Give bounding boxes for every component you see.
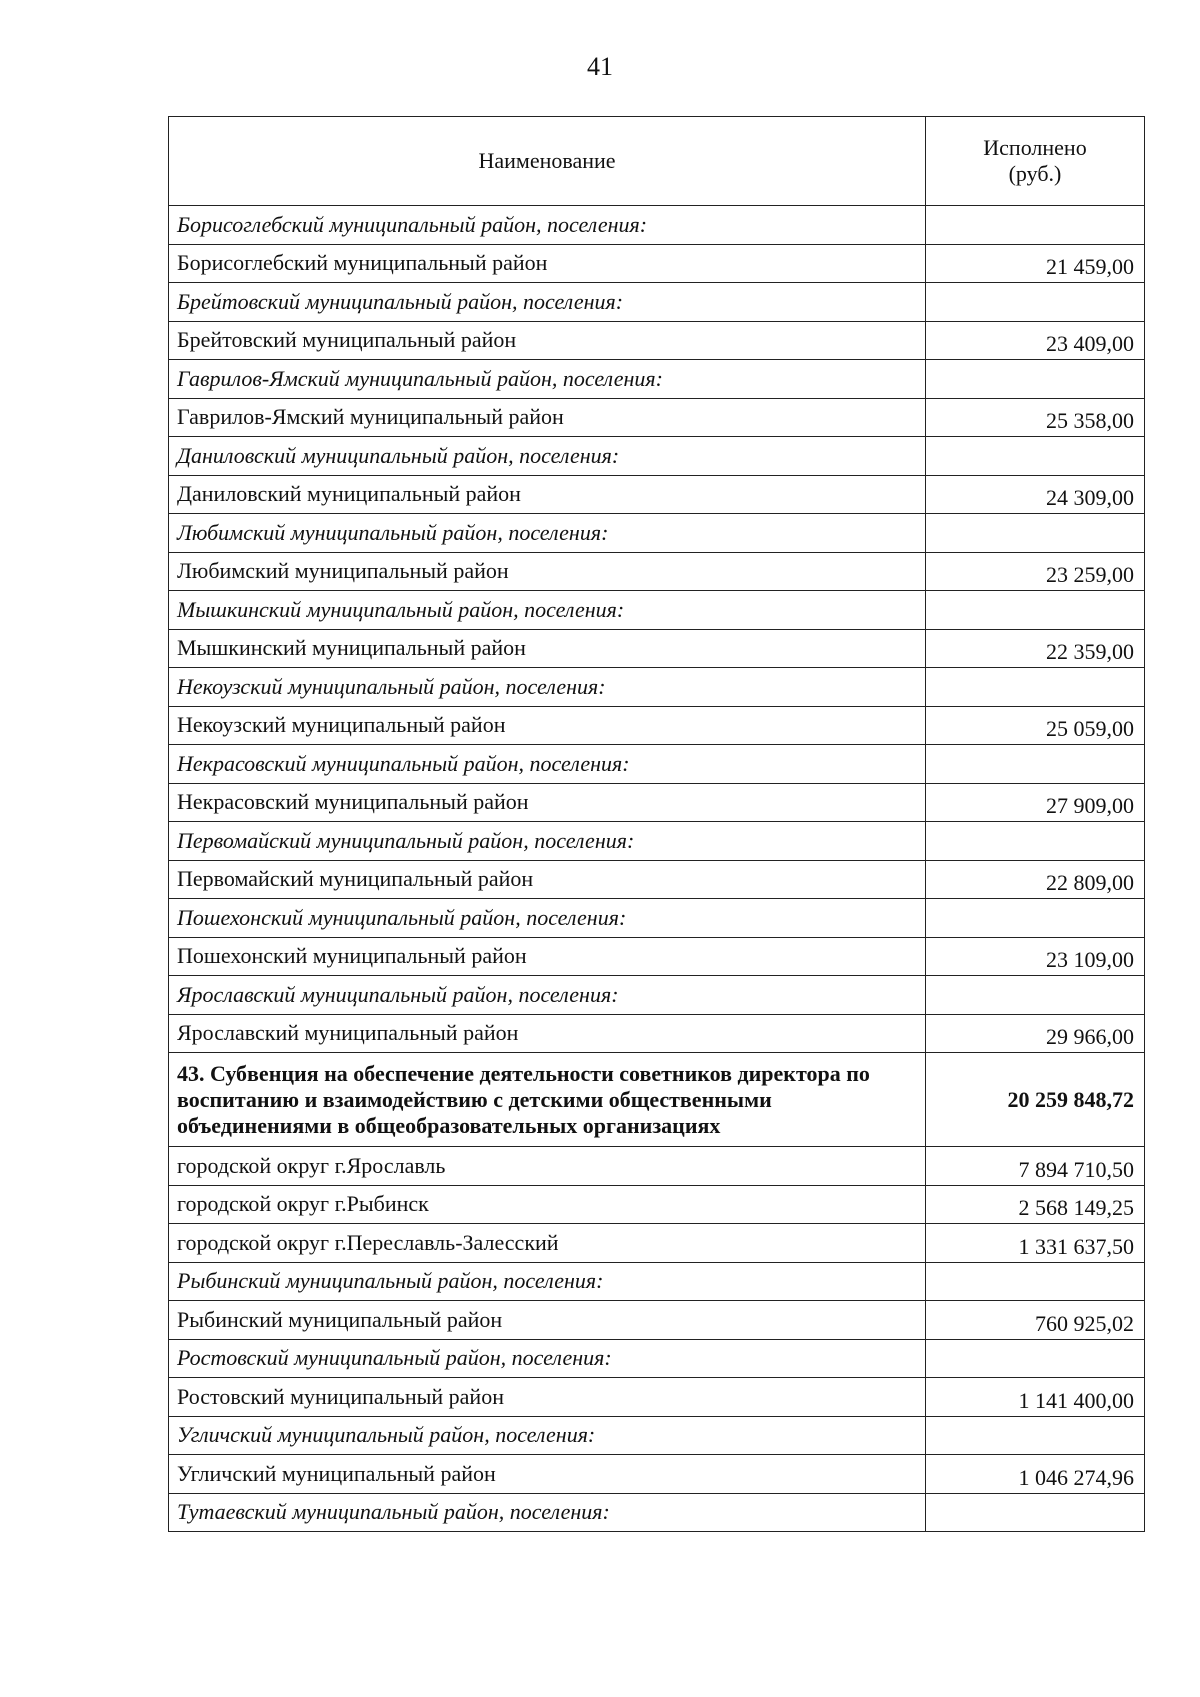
row-name: Пошехонский муниципальный район <box>169 937 926 976</box>
row-value <box>926 591 1145 630</box>
table-row <box>169 360 1145 399</box>
row-value <box>926 976 1145 1015</box>
row-name: Некоузский муниципальный район <box>169 706 926 745</box>
table-row <box>169 1185 1145 1224</box>
row-value <box>926 437 1145 476</box>
row-name: Любимский муниципальный район, поселения: <box>169 514 926 553</box>
header-name: Наименование <box>169 117 926 206</box>
header-executed <box>926 117 1145 206</box>
table-row <box>169 822 1145 861</box>
table-row <box>169 937 1145 976</box>
row-value <box>926 822 1145 861</box>
row-value: 22 359,00 <box>926 629 1145 668</box>
row-name: городской округ г.Переславль-Залесский <box>169 1224 926 1263</box>
row-value: 20 259 848,72 <box>926 1053 1145 1147</box>
row-name: Борисоглебский муниципальный район <box>169 244 926 283</box>
table-row <box>169 1378 1145 1417</box>
table-row <box>169 1455 1145 1494</box>
row-name: Ярославский муниципальный район, поселения: <box>169 976 926 1015</box>
row-name: Некрасовский муниципальный район <box>169 783 926 822</box>
row-value <box>926 1416 1145 1455</box>
table-row <box>169 437 1145 476</box>
budget-table <box>168 116 1145 1532</box>
row-name: Первомайский муниципальный район, поселения: <box>169 822 926 861</box>
row-name: Угличский муниципальный район, поселения: <box>169 1416 926 1455</box>
row-value <box>926 668 1145 707</box>
table-row <box>169 860 1145 899</box>
header-executed-line2: (руб.) <box>1008 161 1062 186</box>
table-row <box>169 514 1145 553</box>
table-row <box>169 629 1145 668</box>
row-value: 25 358,00 <box>926 398 1145 437</box>
row-name: Брейтовский муниципальный район <box>169 321 926 360</box>
row-value <box>926 1493 1145 1532</box>
row-name: городской округ г.Ярославль <box>169 1147 926 1186</box>
row-name: Тутаевский муниципальный район, поселения: <box>169 1493 926 1532</box>
row-value: 760 925,02 <box>926 1301 1145 1340</box>
table-row <box>169 321 1145 360</box>
table-row <box>169 783 1145 822</box>
header-executed-line1: Исполнено <box>983 135 1087 160</box>
table-row <box>169 1224 1145 1263</box>
row-name: Первомайский муниципальный район <box>169 860 926 899</box>
table-row <box>169 475 1145 514</box>
row-value: 23 109,00 <box>926 937 1145 976</box>
row-value <box>926 360 1145 399</box>
table-row <box>169 552 1145 591</box>
row-name: Гаврилов-Ямский муниципальный район <box>169 398 926 437</box>
table-header-row <box>169 117 1145 206</box>
row-name: Брейтовский муниципальный район, поселения: <box>169 283 926 322</box>
row-name: Гаврилов-Ямский муниципальный район, поселения: <box>169 360 926 399</box>
table-row <box>169 976 1145 1015</box>
row-value: 22 809,00 <box>926 860 1145 899</box>
row-name: Рыбинский муниципальный район <box>169 1301 926 1340</box>
row-value: 24 309,00 <box>926 475 1145 514</box>
row-name: Мышкинский муниципальный район <box>169 629 926 668</box>
row-value <box>926 514 1145 553</box>
table-row <box>169 1147 1145 1186</box>
row-value: 23 409,00 <box>926 321 1145 360</box>
row-value <box>926 1262 1145 1301</box>
row-name: Ростовский муниципальный район, поселения: <box>169 1339 926 1378</box>
table-row <box>169 899 1145 938</box>
row-name: Некрасовский муниципальный район, поселения: <box>169 745 926 784</box>
table-row <box>169 206 1145 245</box>
row-name: Даниловский муниципальный район, поселения: <box>169 437 926 476</box>
row-name: Некоузский муниципальный район, поселения: <box>169 668 926 707</box>
row-name: Любимский муниципальный район <box>169 552 926 591</box>
table-row <box>169 1014 1145 1053</box>
row-value: 2 568 149,25 <box>926 1185 1145 1224</box>
row-value: 1 331 637,50 <box>926 1224 1145 1263</box>
row-value: 25 059,00 <box>926 706 1145 745</box>
page-number: 41 <box>587 52 613 81</box>
table-row <box>169 1493 1145 1532</box>
row-value <box>926 206 1145 245</box>
row-name: 43. Субвенция на обеспечение деятельности советников директора по воспитанию и взаимодействию с детскими общественными объединениями в общеобразовательных организациях <box>169 1053 926 1147</box>
table-body <box>169 206 1145 1532</box>
row-name: Ростовский муниципальный район <box>169 1378 926 1417</box>
row-value <box>926 283 1145 322</box>
table-row <box>169 706 1145 745</box>
table-row <box>169 591 1145 630</box>
row-value <box>926 745 1145 784</box>
table-row <box>169 398 1145 437</box>
table-row <box>169 1262 1145 1301</box>
row-name: Даниловский муниципальный район <box>169 475 926 514</box>
row-value: 1 046 274,96 <box>926 1455 1145 1494</box>
row-value <box>926 1339 1145 1378</box>
table-row <box>169 1339 1145 1378</box>
row-name: Мышкинский муниципальный район, поселения: <box>169 591 926 630</box>
row-name: Угличский муниципальный район <box>169 1455 926 1494</box>
row-name: Борисоглебский муниципальный район, поселения: <box>169 206 926 245</box>
row-value: 27 909,00 <box>926 783 1145 822</box>
row-value: 23 259,00 <box>926 552 1145 591</box>
row-name: Рыбинский муниципальный район, поселения: <box>169 1262 926 1301</box>
section-row <box>169 1053 1145 1147</box>
row-value: 1 141 400,00 <box>926 1378 1145 1417</box>
table-row <box>169 668 1145 707</box>
row-name: Пошехонский муниципальный район, поселения: <box>169 899 926 938</box>
row-value <box>926 899 1145 938</box>
row-value: 7 894 710,50 <box>926 1147 1145 1186</box>
table-row <box>169 283 1145 322</box>
row-value: 21 459,00 <box>926 244 1145 283</box>
row-name: Ярославский муниципальный район <box>169 1014 926 1053</box>
table-row <box>169 1301 1145 1340</box>
table-row <box>169 1416 1145 1455</box>
table-row <box>169 244 1145 283</box>
row-name: городской округ г.Рыбинск <box>169 1185 926 1224</box>
row-value: 29 966,00 <box>926 1014 1145 1053</box>
table-row <box>169 745 1145 784</box>
